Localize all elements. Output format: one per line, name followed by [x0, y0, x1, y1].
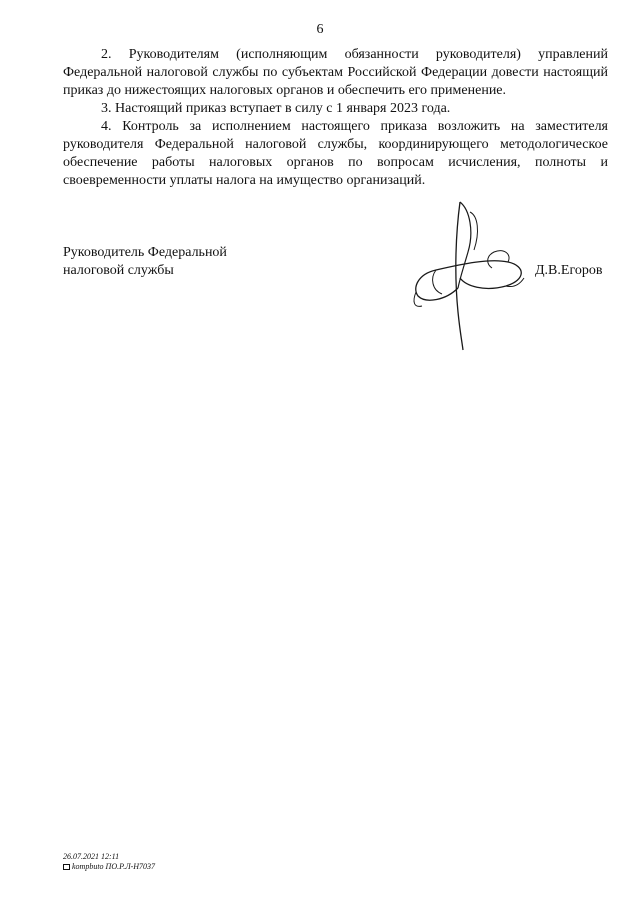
signatory-title: [63, 244, 227, 280]
document-footer: [63, 852, 155, 872]
signatory-name: Д.В.Егоров: [535, 263, 603, 278]
footer-reference-line: [63, 862, 155, 872]
handwritten-signature: [408, 192, 538, 354]
signatory-title-line-1: Руководитель Федеральной: [63, 245, 227, 260]
paragraph-3: 3. Настоящий приказ вступает в силу с 1 января 2023 года.: [101, 101, 451, 116]
paragraph-2: 2. Руководителям (исполняющим обязанности руководителя) управлений Федеральной налоговой службы по субъектам Российской Федерации довести настоящий приказ до нижестоящих налоговых органов и обеспечить его применение.: [63, 47, 608, 98]
paragraph-4: 4. Контроль за исполнением настоящего приказа возложить на заместителя руководителя Федеральной налоговой службы, координирующего методологическое обеспечение работы налоговых органов по вопросам исчисления, полноты и своевременности уплаты налога на имущество организаций.: [63, 119, 608, 188]
page-number: 6: [316, 22, 324, 37]
document-body: [63, 46, 608, 190]
document-icon: [63, 864, 70, 870]
signatory-title-line-2: налоговой службы: [63, 263, 174, 278]
footer-timestamp: 26.07.2021 12:11: [63, 852, 120, 861]
footer-reference: kompbuto ПО.Р.Л-Н7037: [72, 862, 156, 871]
